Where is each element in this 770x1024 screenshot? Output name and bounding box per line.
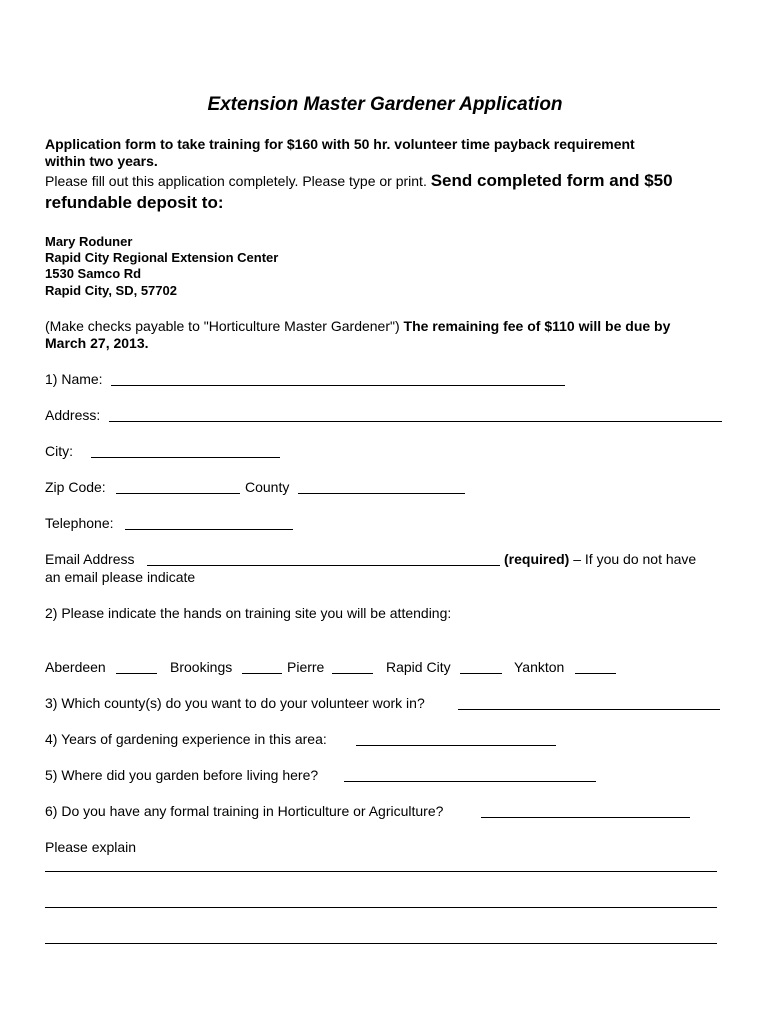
county-label: County bbox=[245, 479, 290, 495]
intro-send-text: Send completed form and $50 bbox=[430, 171, 673, 190]
q5-field[interactable] bbox=[344, 781, 596, 782]
page-title: Extension Master Gardener Application bbox=[207, 94, 563, 115]
name-label: 1) Name: bbox=[45, 371, 103, 387]
mail-city-state-zip: Rapid City, SD, 57702 bbox=[45, 283, 177, 298]
q6-field[interactable] bbox=[481, 817, 690, 818]
telephone-label: Telephone: bbox=[45, 515, 114, 531]
site-pierre-label: Pierre bbox=[287, 659, 325, 675]
site-brookings-field[interactable] bbox=[242, 673, 282, 674]
email-required-note bbox=[504, 551, 696, 568]
intro-line-2: within two years. bbox=[45, 153, 158, 169]
intro-line-1: Application form to take training for $160 with 50 hr. volunteer time payback requirement bbox=[45, 136, 635, 152]
email-required-tag: (required) bbox=[504, 551, 570, 567]
site-brookings-label: Brookings bbox=[170, 659, 233, 675]
mail-org: Rapid City Regional Extension Center bbox=[45, 250, 279, 265]
site-rapid-city-label: Rapid City bbox=[386, 659, 451, 675]
intro-line-3 bbox=[45, 172, 673, 190]
q3-field[interactable] bbox=[458, 709, 720, 710]
address-field[interactable] bbox=[109, 421, 722, 422]
city-field[interactable] bbox=[91, 457, 280, 458]
payment-payable-to: (Make checks payable to "Horticulture Master Gardener") bbox=[45, 318, 400, 334]
zip-field[interactable] bbox=[116, 493, 240, 494]
intro-instructions: Please fill out this application completely. Please type or print. bbox=[45, 173, 427, 189]
payment-remaining-fee: The remaining fee of $110 will be due by bbox=[403, 318, 671, 334]
training-question: 2) Please indicate the hands on training site you will be attending: bbox=[45, 605, 452, 621]
email-note-2: an email please indicate bbox=[45, 569, 196, 585]
site-yankton-label: Yankton bbox=[514, 659, 565, 675]
site-yankton-field[interactable] bbox=[575, 673, 616, 674]
zip-label: Zip Code: bbox=[45, 479, 106, 495]
telephone-field[interactable] bbox=[125, 529, 293, 530]
q3-label: 3) Which county(s) do you want to do your volunteer work in? bbox=[45, 695, 425, 711]
payment-line-1 bbox=[45, 318, 670, 335]
name-field[interactable] bbox=[111, 385, 565, 386]
site-pierre-field[interactable] bbox=[332, 673, 373, 674]
email-field[interactable] bbox=[147, 565, 500, 566]
site-aberdeen-label: Aberdeen bbox=[45, 659, 106, 675]
explain-line-2[interactable] bbox=[45, 907, 717, 908]
county-field[interactable] bbox=[298, 493, 465, 494]
payment-due-date: March 27, 2013. bbox=[45, 335, 149, 351]
city-label: City: bbox=[45, 443, 73, 459]
q6-label: 6) Do you have any formal training in Horticulture or Agriculture? bbox=[45, 803, 444, 819]
email-note: – If you do not have bbox=[569, 551, 697, 567]
email-label: Email Address bbox=[45, 551, 135, 567]
intro-line-4: refundable deposit to: bbox=[45, 193, 224, 212]
q4-field[interactable] bbox=[356, 745, 556, 746]
explain-label: Please explain bbox=[45, 839, 137, 855]
explain-line-1[interactable] bbox=[45, 871, 717, 872]
site-rapid-city-field[interactable] bbox=[460, 673, 502, 674]
mail-street: 1530 Samco Rd bbox=[45, 266, 142, 281]
explain-line-3[interactable] bbox=[45, 943, 717, 944]
q4-label: 4) Years of gardening experience in this area: bbox=[45, 731, 327, 747]
mail-name: Mary Roduner bbox=[45, 234, 133, 249]
q5-label: 5) Where did you garden before living here? bbox=[45, 767, 319, 783]
site-aberdeen-field[interactable] bbox=[116, 673, 157, 674]
address-label: Address: bbox=[45, 407, 101, 423]
